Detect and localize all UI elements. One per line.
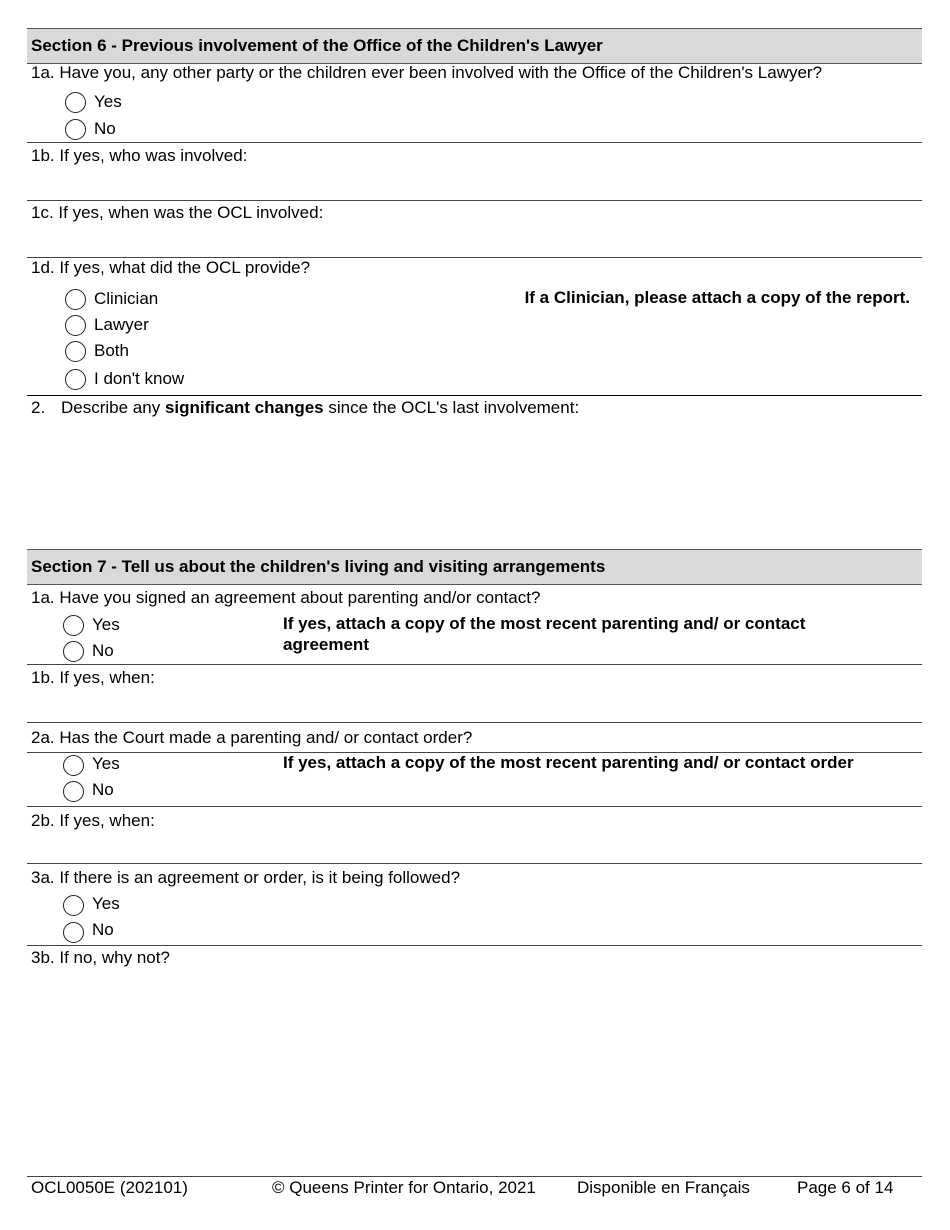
section7-header	[27, 549, 922, 585]
s7-q2a-yes-label: Yes	[92, 754, 120, 773]
divider	[27, 200, 922, 201]
section6-title: Section 6 - Previous involvement of the Office of the Children's Lawyer	[31, 36, 603, 55]
s6-q1a-label: 1a. Have you, any other party or the children ever been involved with the Office of the Children's Lawyer?	[31, 63, 823, 82]
s6-q1a-yes-radio[interactable]	[65, 92, 86, 113]
footer-divider	[27, 1176, 922, 1177]
section7-title: Section 7 - Tell us about the children's living and visiting arrangements	[31, 557, 606, 576]
s7-q1a-yes-label: Yes	[92, 615, 120, 634]
s7-q1a-no-radio[interactable]	[63, 641, 84, 662]
s7-q3a-yes-label: Yes	[92, 894, 120, 913]
footer-page-number: Page 6 of 14	[797, 1178, 894, 1197]
divider	[27, 863, 922, 864]
s7-q3b-label: 3b. If no, why not?	[31, 948, 170, 967]
divider	[27, 664, 922, 665]
s7-q1a-no-label: No	[92, 641, 114, 660]
s7-q2a-no-radio[interactable]	[63, 781, 84, 802]
s7-q1b-answer-field[interactable]	[27, 690, 922, 720]
s6-q1b-answer-field[interactable]	[27, 168, 922, 198]
footer-copyright: © Queens Printer for Ontario, 2021	[272, 1178, 536, 1197]
s7-q1b-label: 1b. If yes, when:	[31, 668, 155, 687]
s6-q1d-dontknow-label: I don't know	[94, 369, 185, 388]
s6-q2-answer-field[interactable]	[27, 420, 922, 545]
s6-q1d-clinician-radio[interactable]	[65, 289, 86, 310]
s7-q1a-label: 1a. Have you signed an agreement about parenting and/or contact?	[31, 588, 541, 607]
s6-q1c-label: 1c. If yes, when was the OCL involved:	[31, 203, 324, 222]
s6-q1d-label: 1d. If yes, what did the OCL provide?	[31, 258, 311, 277]
s6-q1d-lawyer-label: Lawyer	[94, 315, 149, 334]
s7-q3a-no-label: No	[92, 920, 114, 939]
s6-q2-label	[61, 398, 579, 418]
divider	[27, 142, 922, 143]
s7-q2a-yes-radio[interactable]	[63, 755, 84, 776]
divider	[27, 806, 922, 807]
divider	[27, 395, 922, 396]
divider	[27, 722, 922, 723]
s6-q1d-lawyer-radio[interactable]	[65, 315, 86, 336]
s6-q2-text-bold: significant changes	[164, 398, 324, 417]
s6-q2-text-pre: Describe any	[61, 398, 165, 417]
s6-q1d-note: If a Clinician, please attach a copy of the report.	[524, 288, 910, 307]
s7-q2b-answer-field[interactable]	[27, 832, 922, 862]
s7-q1a-yes-radio[interactable]	[63, 615, 84, 636]
s6-q1d-dontknow-radio[interactable]	[65, 369, 86, 390]
s6-q1b-label: 1b. If yes, who was involved:	[31, 146, 248, 165]
s6-q2-text-post: since the OCL's last involvement:	[323, 398, 580, 417]
s7-q3a-no-radio[interactable]	[63, 922, 84, 943]
s6-q1a-no-label: No	[94, 119, 116, 138]
s6-q2-number: 2.	[31, 398, 46, 417]
s6-q1a-yes-label: Yes	[94, 92, 122, 111]
s6-q1d-both-radio[interactable]	[65, 341, 86, 362]
s7-q2a-no-label: No	[92, 780, 114, 799]
s7-q3b-answer-field[interactable]	[27, 970, 922, 1160]
s7-q1a-note: If yes, attach a copy of the most recent parenting and/ or contact agreement	[283, 614, 806, 654]
s6-q1d-clinician-label: Clinician	[94, 289, 159, 308]
s7-q3a-label: 3a. If there is an agreement or order, is it being followed?	[31, 868, 461, 887]
s6-q1d-both-label: Both	[94, 341, 129, 360]
s7-q2a-note: If yes, attach a copy of the most recent parenting and/ or contact order	[283, 753, 854, 772]
s7-q2a-label: 2a. Has the Court made a parenting and/ or contact order?	[31, 728, 473, 747]
footer-french-link[interactable]: Disponible en Français	[577, 1178, 750, 1197]
s7-q2b-label: 2b. If yes, when:	[31, 811, 155, 830]
footer-form-id: OCL0050E (202101)	[31, 1178, 188, 1197]
s6-q1a-no-radio[interactable]	[65, 119, 86, 140]
s6-q1c-answer-field[interactable]	[27, 225, 922, 255]
s7-q3a-yes-radio[interactable]	[63, 895, 84, 916]
section6-header	[27, 28, 922, 64]
divider	[27, 945, 922, 946]
